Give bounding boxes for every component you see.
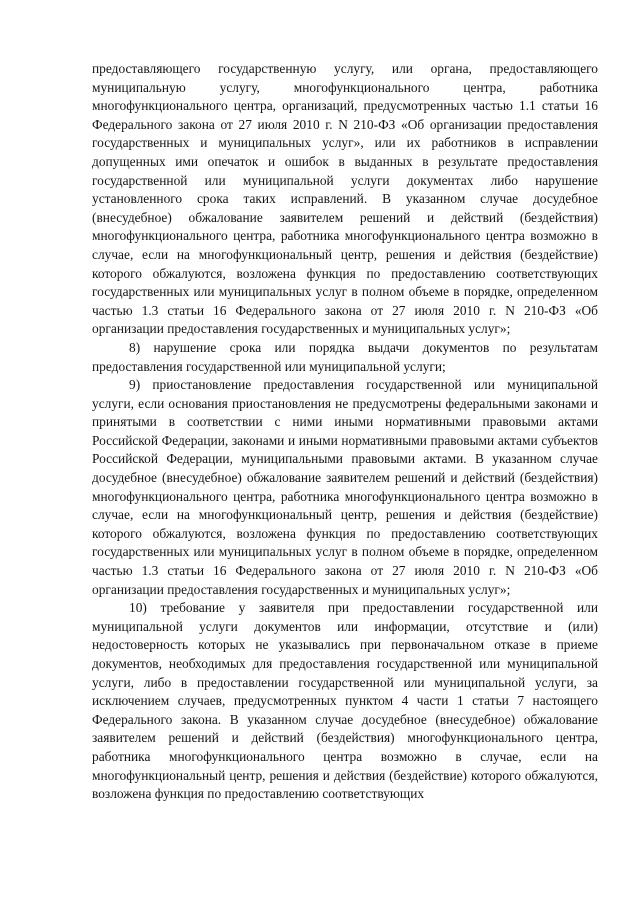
- document-page: [92, 60, 598, 804]
- paragraph-item-8: 8) нарушение срока или порядка выдачи документов по результатам предоставления государственной или муниципальной услуги;: [92, 339, 598, 374]
- paragraph-continuation-7: предоставляющего государственную услугу, или органа, предоставляющего муниципальную услугу, многофункционального центра, работника многофункционального центра, организаций, предусмотренных частью 1.1 статьи 16 Федерального закона от 27 июля 2010 г. N 210-ФЗ «Об организации предоставления государственных и муниципальных услуг», или их работников в исправлении допущенных ими опечаток и ошибок в выданных в результате предоставления государственной или муниципальной услуги документах либо нарушение установленного срока таких исправлений. В указанном случае досудебное (внесудебное) обжалование заявителем решений и действий (бездействия) многофункционального центра, работника многофункционального центра возможно в случае, если на многофункциональный центр, решения и действия (бездействие) которого обжалуются, возложена функция по предоставлению соответствующих государственных или муниципальных услуг в полном объеме в порядке, определенном частью 1.3 статьи 16 Федерального закона от 27 июля 2010 г. N 210-ФЗ «Об организации предоставления государственных и муниципальных услуг»;: [92, 61, 598, 337]
- paragraph-item-9: 9) приостановление предоставления государственной или муниципальной услуги, если основания приостановления не предусмотрены федеральными законами и принятыми в соответствии с ними иными нормативными правовыми актами Российской Федерации, законами и иными нормативными правовыми актами субъектов Российской Федерации, муниципальными правовыми актами. В указанном случае досудебное (внесудебное) обжалование заявителем решений и действий (бездействия) многофункционального центра, работника многофункционального центра возможно в случае, если на многофункциональный центр, решения и действия (бездействие) которого обжалуются, возложена функция по предоставлению соответствующих государственных или муниципальных услуг в полном объеме в порядке, определенном частью 1.3 статьи 16 Федерального закона от 27 июля 2010 г. N 210-ФЗ «Об организации предоставления государственных и муниципальных услуг»;: [92, 377, 598, 597]
- paragraph-item-10: 10) требование у заявителя при предоставлении государственной или муниципальной услуги документов или информации, отсутствие и (или) недостоверность которых не указывались при первоначальном отказе в приеме документов, необходимых для предоставления государственной или муниципальной услуги, либо в предоставлении государственной или муниципальной услуги, за исключением случаев, предусмотренных пунктом 4 части 1 статьи 7 настоящего Федерального закона. В указанном случае досудебное (внесудебное) обжалование заявителем решений и действий (бездействия) многофункционального центра, работника многофункционального центра возможно в случае, если на многофункциональный центр, решения и действия (бездействие) которого обжалуются, возложена функция по предоставлению соответствующих: [92, 600, 598, 802]
